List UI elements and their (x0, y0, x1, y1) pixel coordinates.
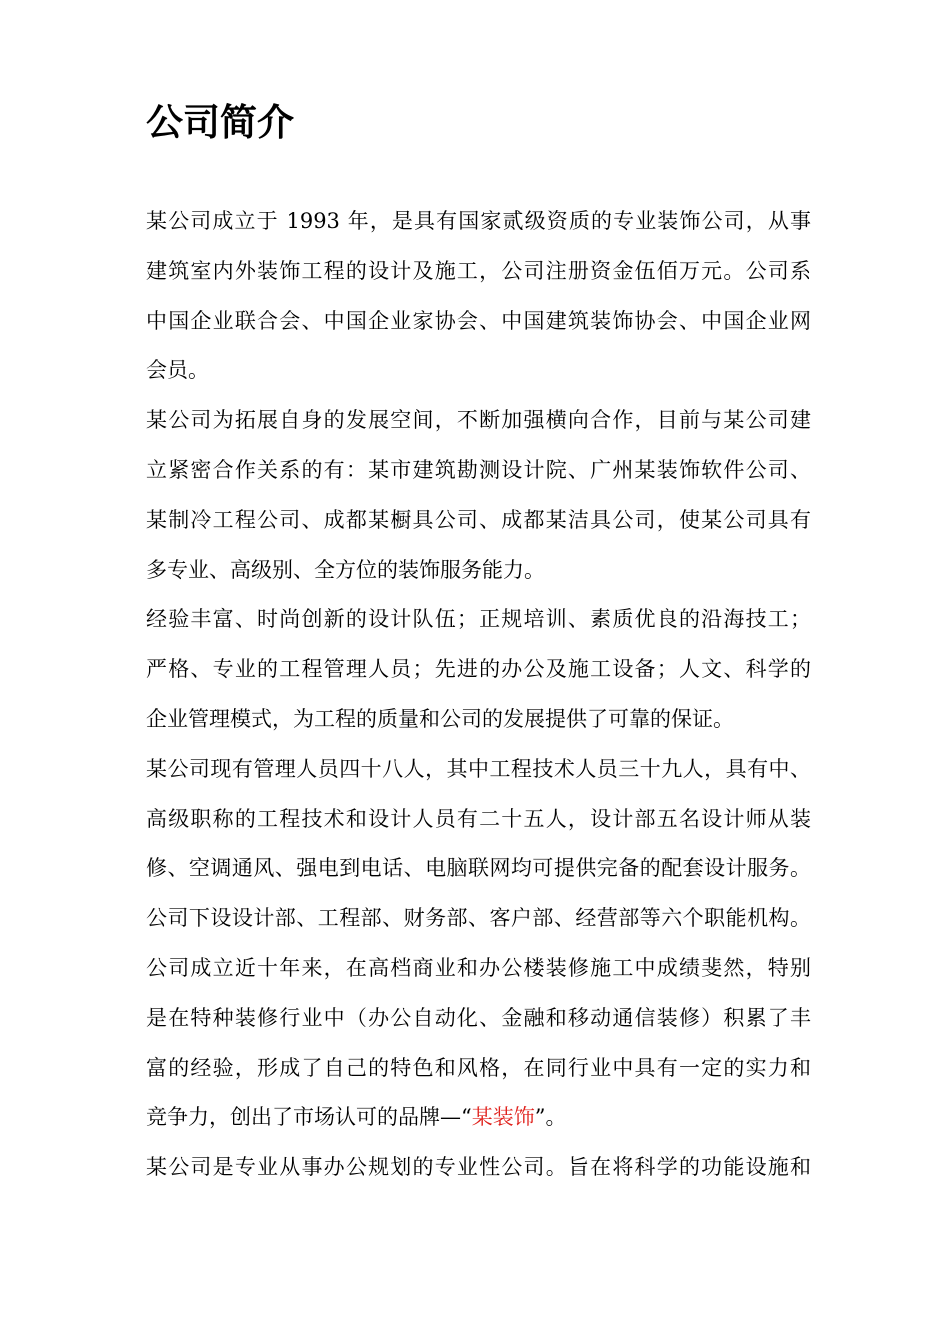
brand-name: 某装饰 (471, 1105, 535, 1130)
text-line: 严格、专业的工程管理人员；先进的办公及施工设备；人文、科学的 (146, 657, 811, 682)
document-body (146, 197, 811, 1193)
text-line: 修、空调通风、强电到电话、电脑联网均可提供完备的配套设计服务。 (146, 856, 811, 881)
text-line: 是在特种装修行业中（办公自动化、金融和移动通信装修）积累了丰 (146, 1005, 811, 1030)
text-line: 公司下设设计部、工程部、财务部、客户部、经营部等六个职能机构。 (146, 906, 811, 931)
text-line: 经验丰富、时尚创新的设计队伍；正规培训、素质优良的沿海技工； (146, 607, 811, 632)
text-line: 中国企业联合会、中国企业家协会、中国建筑装饰协会、中国企业网 (146, 308, 811, 333)
text-line: 高级职称的工程技术和设计人员有二十五人，设计部五名设计师从装 (146, 806, 811, 831)
page-title: 公司简介 (146, 101, 294, 144)
text-line-with-brand (146, 1093, 811, 1143)
text-line: 企业管理模式，为工程的质量和公司的发展提供了可靠的保证。 (146, 706, 734, 731)
text-line: 公司成立近十年来，在高档商业和办公楼装修施工中成绩斐然，特别 (146, 955, 811, 980)
text-line: 某公司成立于 1993 年，是具有国家贰级资质的专业装饰公司，从事 (146, 209, 811, 233)
text-line: 某公司为拓展自身的发展空间，不断加强横向合作，目前与某公司建 (146, 408, 811, 433)
text-line: 立紧密合作关系的有：某市建筑勘测设计院、广州某装饰软件公司、 (146, 457, 811, 482)
text-line: 多专业、高级别、全方位的装饰服务能力。 (146, 557, 545, 582)
text-line: 某公司是专业从事办公规划的专业性公司。旨在将科学的功能设施和 (146, 1155, 811, 1180)
text-line: 某公司现有管理人员四十八人，其中工程技术人员三十九人，具有中、 (146, 756, 811, 781)
text-line: 某制冷工程公司、成都某橱具公司、成都某洁具公司，使某公司具有 (146, 507, 811, 532)
text-line: 富的经验，形成了自己的特色和风格，在同行业中具有一定的实力和 (146, 1055, 811, 1080)
text-line: 建筑室内外装饰工程的设计及施工，公司注册资金伍佰万元。公司系 (146, 258, 811, 283)
text-fragment: 竞争力，创出了市场认可的品牌—“ (146, 1105, 472, 1130)
text-fragment: ”。 (534, 1105, 567, 1130)
text-line: 会员。 (146, 358, 209, 383)
